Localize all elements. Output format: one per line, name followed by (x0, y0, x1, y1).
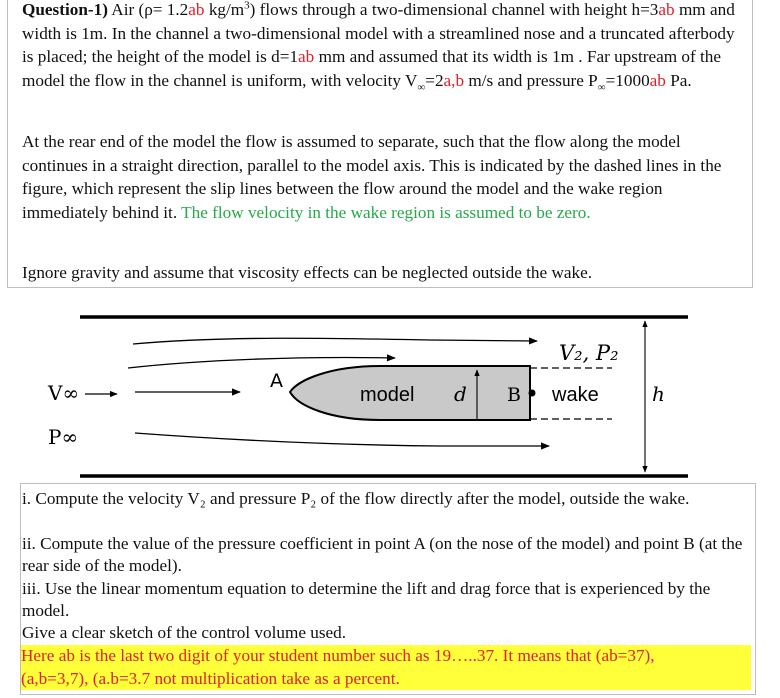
channel-flow-figure (0, 300, 780, 485)
text: ) flows through a two-dimensional channel with height h=3 (249, 0, 659, 19)
note-line-1: Here ab is the last two digit of your student number such as 19…..37. It means that (ab=37), (21, 646, 655, 665)
question-i: i. Compute the velocity V₂ and pressure P₂ of the flow directly after the model, outside the wake. (22, 489, 690, 508)
note-line-2: (a,b=3,7), (a.b=3.7 not multiplication take as a percent. (21, 668, 406, 691)
text: =1000 (605, 70, 650, 90)
paragraph-flow-separation (22, 130, 750, 224)
question-iii: iii. Use the linear momentum equation to determine the lift and drag force that is experienced by the model. (22, 579, 711, 620)
text: kg/m (204, 0, 245, 19)
streamline-bottom (135, 433, 549, 446)
superscript: 3 (244, 0, 250, 12)
text: mm and width is 1m. In the channel a two-dimensional model with a streamlined nose and a truncated afterbody is placed; the height of the model is d=1 (22, 0, 735, 66)
variable-ab: ab (188, 0, 205, 19)
wake-assumption: The flow velocity in the wake region is assumed to be zero. (181, 202, 591, 222)
paragraph-given-data (22, 0, 750, 92)
variable-ab: ab (658, 0, 675, 19)
variable-ab: ab (649, 70, 666, 90)
text: Pa. (665, 70, 692, 90)
h-label: h (652, 382, 665, 406)
streamline-top (133, 338, 537, 344)
question-sketch: Give a clear sketch of the control volume used. (22, 623, 347, 642)
variable-ab: ab (298, 47, 315, 66)
v-inf-label: V∞ (48, 381, 80, 405)
text: =2 (425, 70, 444, 90)
text: At the rear end of the model the flow is assumed to separate, such that the flow along the model continues in a straight direction, parallel to the model axis. This is indicated by the dashed lines in the figure, which represent the slip lines between the flow around the model and the wake region immediately behind it. (22, 132, 722, 222)
subscript: ∞ (417, 80, 426, 93)
model-label: model (360, 384, 415, 406)
question-ii: ii. Compute the value of the pressure coefficient in point A (on the nose of the model) and point B (at the rear side of the model). (22, 534, 743, 575)
d-label: d (454, 382, 467, 406)
variable-ab: a,b (443, 70, 465, 90)
point-b-dot (529, 390, 536, 397)
point-b-label: B (507, 384, 521, 406)
paragraph-assumptions: Ignore gravity and assume that viscosity effects can be neglected outside the wake. (22, 263, 593, 282)
wake-label: wake (552, 384, 599, 406)
text: m/s and pressure P (464, 70, 598, 90)
text: Air (ρ= 1.2 (107, 0, 189, 19)
text: mm and assumed that its width is 1m . Far upstream of the model the flow in the channel is uniform, with velocity V (22, 47, 721, 90)
student-number-note (21, 645, 751, 690)
question-heading: Question-1) (22, 0, 108, 19)
p-inf-label: P∞ (48, 425, 79, 449)
v2-p2-label: V₂, P₂ (559, 341, 619, 365)
point-a-label: A (270, 370, 283, 392)
subscript: ∞ (597, 80, 606, 93)
